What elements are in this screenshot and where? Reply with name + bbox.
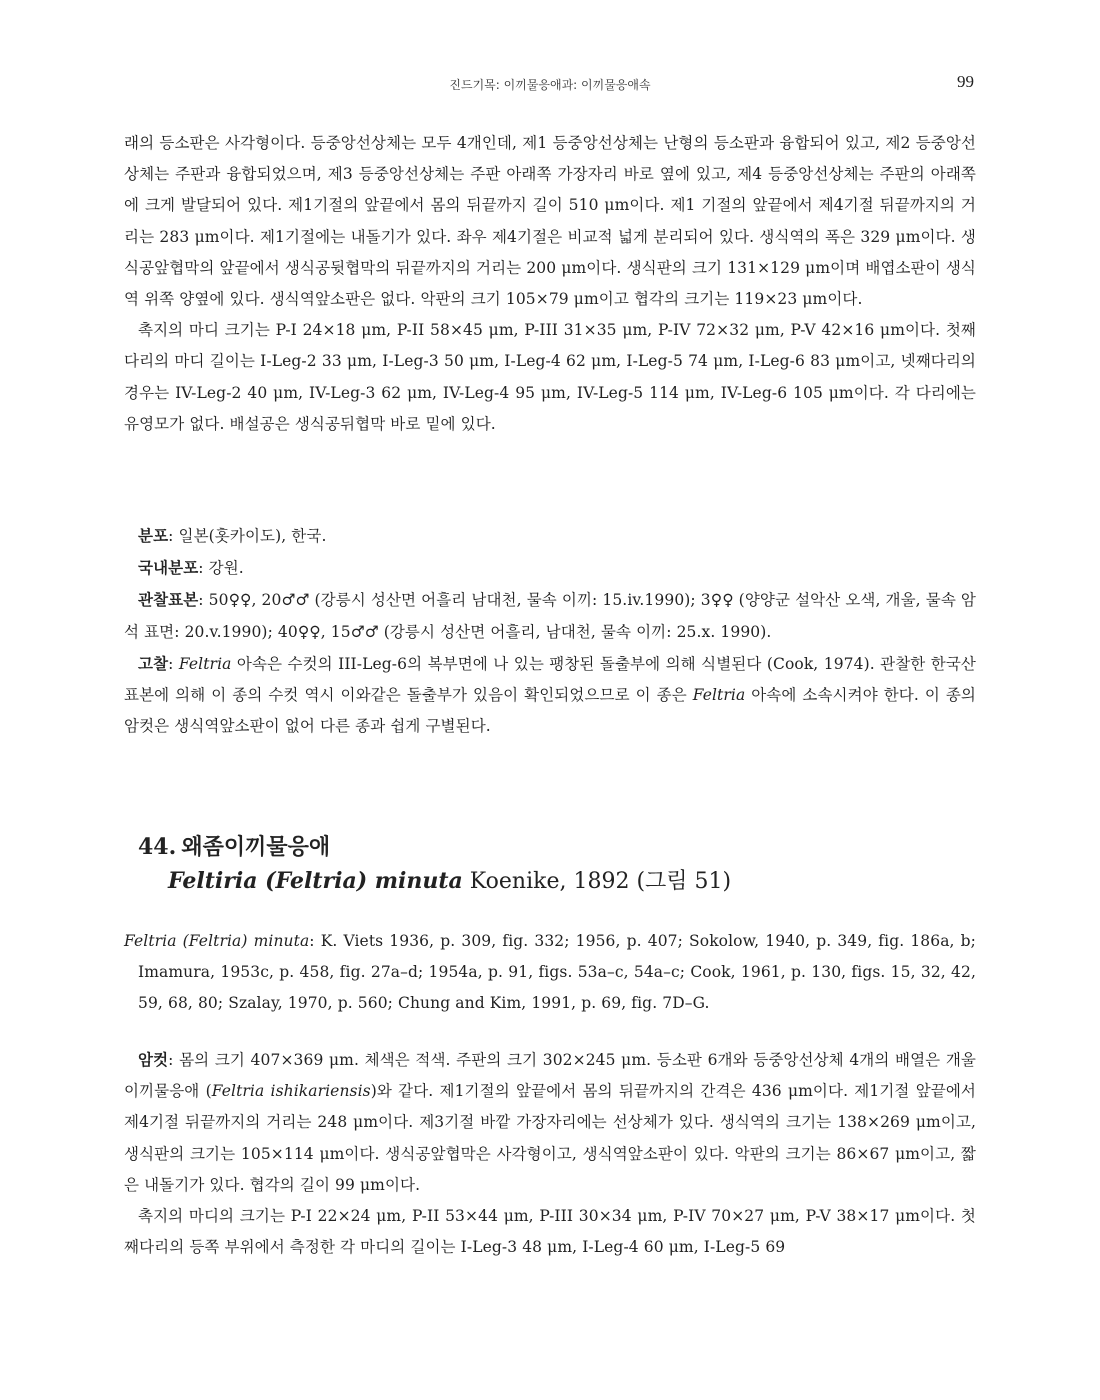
synonym-name: Feltria (Feltria) minuta bbox=[124, 932, 310, 950]
palp-paragraph: 촉지의 마디의 크기는 P-I 22×24 μm, P-II 53×44 μm, P-III 30×34 μm, P-IV 70×27 μm, P-V 38×17 μm이다. 첫째다리의 등쪽 부위에서 측정한 각 마디의 길이는 I-Leg-3 48 μm, I-Leg-4 60 μm, I-Leg-5 69 bbox=[124, 1207, 976, 1257]
genus-name: Feltria bbox=[692, 686, 746, 705]
domestic-text: : 강원. bbox=[198, 559, 244, 578]
female-text: : 몸의 크기 407×369 μm. 체색은 적색. 주판의 크기 302×245 μm. 등소판 6개와 등중앙선상체 4개의 배열은 개울이끼물응애 ( bbox=[124, 1051, 976, 1101]
species-scientific-line bbox=[168, 864, 731, 899]
remarks-paragraph bbox=[124, 648, 976, 743]
remarks-text: 아속은 수컷의 III-Leg-6의 복부면에 나 있는 팽창된 돌출부에 의해 식별된다 (Cook, 1974). 관찰한 한국산 표본에 의해 이 종의 수컷 역시 이와같은 돌출부가 있음이 확인되었으므로 이 종은 bbox=[124, 654, 976, 705]
distribution-label: 분포 bbox=[138, 526, 169, 545]
distribution-text: : 일본(홋카이도), 한국. bbox=[168, 527, 327, 545]
remarks-label: 고찰 bbox=[138, 653, 169, 673]
female-description bbox=[124, 1044, 976, 1263]
body-paragraph: 래의 등소판은 사각형이다. 등중앙선상체는 모두 4개인데, 제1 등중앙선상체는 난형의 등소판과 융합되어 있고, 제2 등중앙선상체는 주판과 융합되었으며, 제3 등중앙선상체는 주판 아래쪽 가장자리 바로 옆에 있고, 제4 등중앙선상체는 주판의 아래쪽에 크게 발달되어 있다. 제1기절의 앞끝에서 몸의 뒤끝까지 길이 510 μm이다. 제1 기절의 앞끝에서 제4기절 뒤끝까지의 거리는 283 μm이다. 제1기절에는 내돌기가 있다. 좌우 제4기절은 비교적 넓게 분리되어 있다. 생식역의 폭은 329 μm이다. 생식공앞협막의 앞끝에서 생식공뒷협막의 뒤끝까지의 거리는 200 μm이다. 생식판의 크기 131×129 μm이며 배엽소판이 생식역 위쪽 양옆에 있다. 생식역앞소판은 없다. 악판의 크기 105×79 μm이고 협각의 크기는 119×23 μm이다. bbox=[124, 134, 976, 309]
page-number: 99 bbox=[957, 72, 974, 91]
female-label: 암컷 bbox=[138, 1050, 169, 1069]
species-scientific-name: Feltiria (Feltria) minuta bbox=[168, 868, 463, 894]
domestic-line bbox=[124, 552, 976, 584]
distribution-section bbox=[124, 520, 976, 742]
specimens-text: : 50♀♀, 20♂♂ (강릉시 성산면 어흘리 남대천, 물속 이끼: 15.iv.1990); 3♀♀ (양양군 설악산 오색, 개울, 물속 암석 표면: 20.v.1990); 40♀♀, 15♂♂ (강릉시 성산면 어흘리, 남대천, 물속 이끼: 25.x. 1990). bbox=[124, 591, 976, 641]
synonymy bbox=[124, 926, 976, 1020]
genus-name: Feltria bbox=[178, 654, 232, 673]
female-sci-name: Feltria ishikariensis bbox=[211, 1082, 371, 1101]
distribution-line bbox=[124, 520, 976, 552]
female-paragraph bbox=[124, 1044, 976, 1201]
palp-leg-paragraph: 촉지의 마디 크기는 P-I 24×18 μm, P-II 58×45 μm, P-III 31×35 μm, P-IV 72×32 μm, P-V 42×16 μm이다. 첫째다리의 마디 길이는 I-Leg-2 33 μm, I-Leg-3 50 μm, I-Leg-4 62 μm, I-Leg-5 74 μm, I-Leg-6 83 μm이고, 넷째다리의 경우는 IV-Leg-2 40 μm, IV-Leg-3 62 μm, IV-Leg-4 95 μm, IV-Leg-5 114 μm, IV-Leg-6 105 μm이다. 각 다리에는 유영모가 없다. 배설공은 생식공뒤협막 바로 밑에 있다. bbox=[124, 321, 976, 433]
specimens-paragraph bbox=[124, 584, 976, 647]
prev-species-description bbox=[124, 128, 976, 440]
synonymy-paragraph bbox=[124, 926, 976, 1020]
remarks-text: 아속에 소속시켜야 한다. 이 종의 암컷은 생식역앞소판이 없어 다른 종과 쉽게 구별된다. bbox=[124, 686, 976, 736]
species-heading bbox=[138, 830, 731, 899]
species-author-year: Koenike, 1892 (그림 51) bbox=[462, 869, 732, 894]
domestic-label: 국내분포 bbox=[138, 558, 199, 578]
species-title-line bbox=[138, 830, 731, 864]
species-number: 44. bbox=[138, 834, 177, 860]
remarks-text: : bbox=[168, 654, 179, 673]
specimens-label: 관찰표본 bbox=[138, 590, 199, 610]
female-text: )와 같다. 제1기절의 앞끝에서 몸의 뒤끝까지의 간격은 436 μm이다. 제1기절 앞끝에서 제4기절 뒤끝까지의 거리는 248 μm이다. 제3기절 바깥 가장자리에는 선상체가 있다. 생식역의 크기는 138×269 μm이고, 생식판의 크기는 105×114 μm이다. 생식공앞협막은 사각형이고, 생식역앞소판이 있다. 악판의 크기는 86×67 μm이고, 짧은 내돌기가 있다. 협각의 길이 99 μm이다. bbox=[124, 1082, 976, 1194]
synonym-references: : K. Viets 1936, p. 309, fig. 332; 1956, p. 407; Sokolow, 1940, p. 349, fig. 186a, b; Imamura, 1953c, p. 458, fig. 27a–d; 1954a, p. 91, figs. 53a–c, 54a–c; Cook, 1961, p. 130, figs. 15, 32, 42, 59, 68, 80; Szalay, 1970, p. 560; Chung and Kim, 1991, p. 69, fig. 7D–G. bbox=[138, 932, 977, 1013]
species-korean-name: 왜좀이끼물응애 bbox=[181, 834, 331, 860]
running-head: 진드기목: 이끼물응애과: 이끼물응애속 bbox=[449, 78, 651, 92]
